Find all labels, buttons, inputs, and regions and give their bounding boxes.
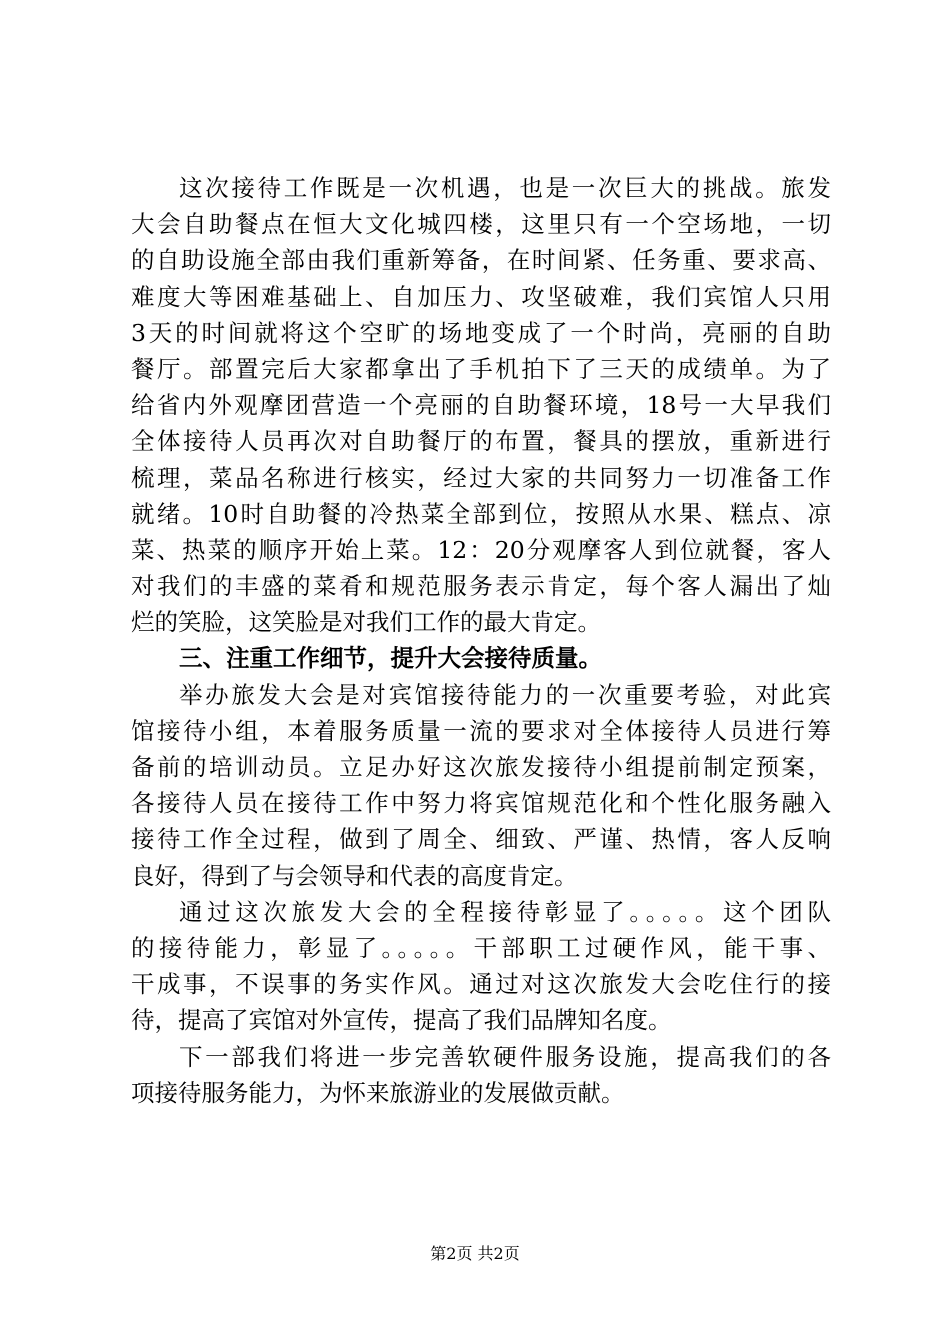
text-line: 梳理，菜品名称进行核实，经过大家的共同努力一切准备工作 (131, 463, 831, 492)
text-line: 馆接待小组，本着服务质量一流的要求对全体接待人员进行筹 (131, 716, 831, 745)
text-line: 大会自助餐点在恒大文化城四楼，这里只有一个空场地，一切 (131, 210, 831, 239)
text-line: 接待工作全过程，做到了周全、细致、严谨、热情，客人反响 (131, 825, 831, 854)
text-line: 待，提高了宾馆对外宣传，提高了我们品牌知名度。 (131, 1006, 672, 1035)
text-line: 的自助设施全部由我们重新筹备，在时间紧、任务重、要求高、 (131, 246, 831, 275)
footer-total-pages: 2 (493, 1244, 504, 1263)
page-footer (0, 1241, 950, 1264)
text-line: 烂的笑脸，这笑脸是对我们工作的最大肯定。 (131, 608, 601, 637)
text-line: 的接待能力，彰显了。。。。。干部职工过硬作风，能干事、 (131, 933, 831, 962)
paragraph (131, 1039, 831, 1111)
text-line: 难度大等困难基础上、自加压力、攻坚破难，我们宾馆人只用 (131, 282, 831, 311)
heading-text: 三、注重工作细节，提升大会接待质量。 (179, 644, 602, 673)
text-line: 餐厅。部置完后大家都拿出了手机拍下了三天的成绩单。为了 (131, 354, 831, 383)
text-line: 就绪。10时自助餐的冷热菜全部到位，按照从水果、糕点、凉 (131, 499, 831, 528)
footer-page-prefix: 第 (430, 1244, 447, 1263)
text-line: 给省内外观摩团营造一个亮丽的自助餐环境，18号一大早我们 (131, 391, 831, 420)
paragraph (131, 170, 831, 640)
text-line: 菜、热菜的顺序开始上菜。12：20分观摩客人到位就餐，客人 (131, 535, 831, 564)
text-line: 干成事，不误事的务实作风。通过对这次旅发大会吃住行的接 (131, 970, 831, 999)
text-line: 通过这次旅发大会的全程接待彰显了。。。。。这个团队 (179, 897, 831, 926)
text-line: 3天的时间就将这个空旷的场地变成了一个时尚，亮丽的自助 (131, 318, 831, 347)
text-line: 项接待服务能力，为怀来旅游业的发展做贡献。 (131, 1078, 625, 1107)
text-line: 各接待人员在接待工作中努力将宾馆规范化和个性化服务融入 (131, 789, 831, 818)
text-line: 下一部我们将进一步完善软硬件服务设施，提高我们的各 (179, 1042, 831, 1071)
text-line: 全体接待人员再次对自助餐厅的布置，餐具的摆放，重新进行 (131, 427, 831, 456)
document-body (131, 170, 831, 1111)
footer-page-number: 2 (446, 1244, 457, 1263)
footer-page-suffix: 页 (503, 1244, 520, 1263)
footer-page-mid: 页 共 (456, 1244, 494, 1263)
text-line: 对我们的丰盛的菜肴和规范服务表示肯定，每个客人漏出了灿 (131, 572, 831, 601)
text-line: 这次接待工作既是一次机遇，也是一次巨大的挑战。旅发 (179, 174, 831, 202)
text-line: 良好，得到了与会领导和代表的高度肯定。 (131, 861, 578, 890)
paragraph (131, 894, 831, 1039)
section-heading (131, 640, 831, 676)
text-line: 举办旅发大会是对宾馆接待能力的一次重要考验，对此宾 (179, 680, 831, 709)
paragraph (131, 677, 831, 894)
text-line: 备前的培训动员。立足办好这次旅发接待小组提前制定预案， (131, 753, 831, 781)
